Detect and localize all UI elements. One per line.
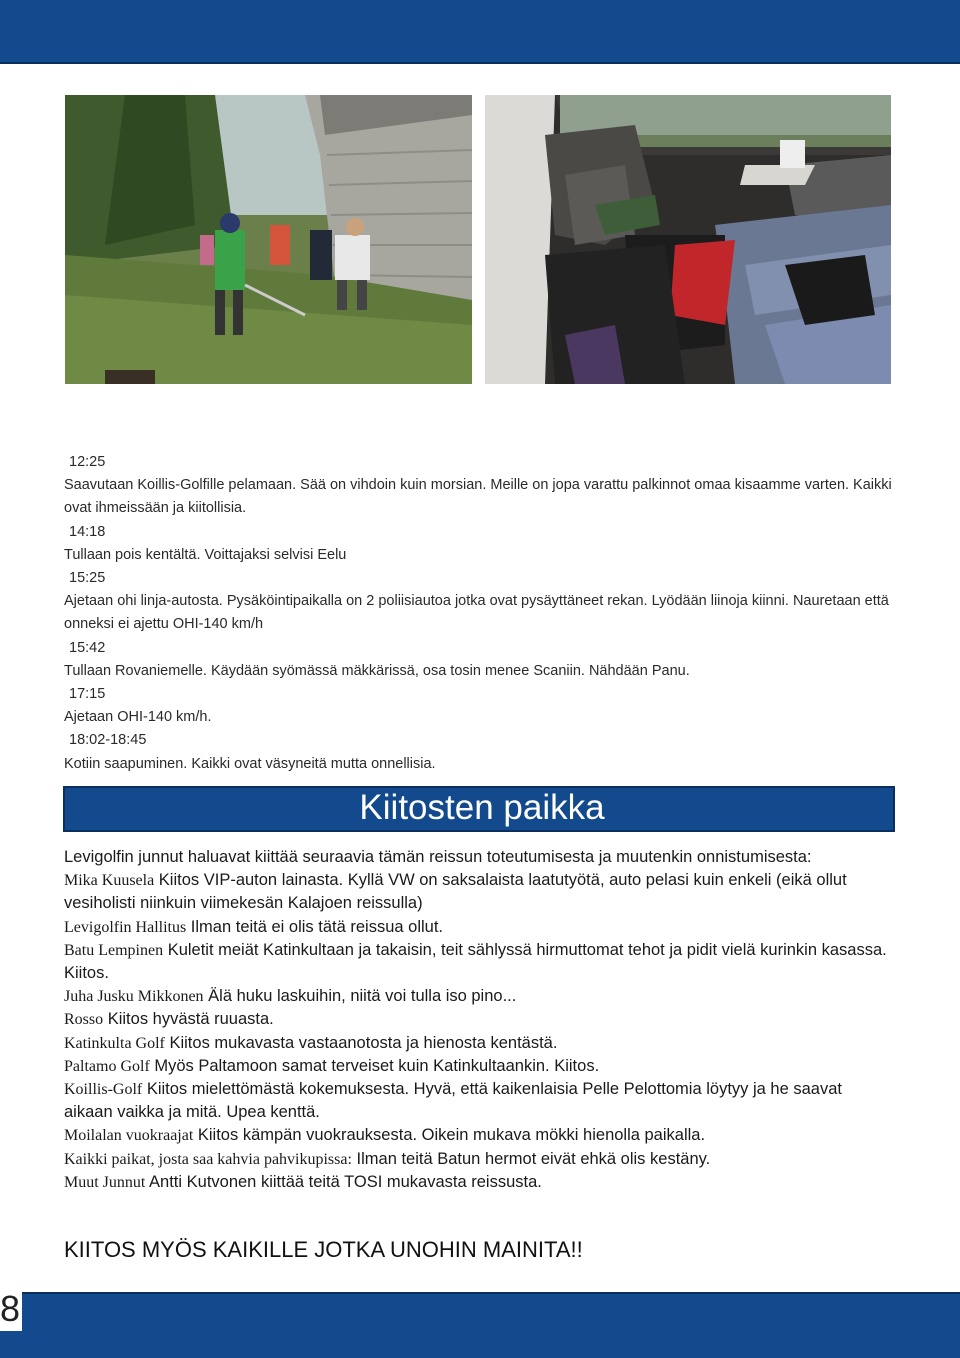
diary-entry: Tullaan pois kentältä. Voittajaksi selvisi Eelu (64, 546, 347, 563)
thanks-recipient: Koillis-Golf (64, 1081, 143, 1099)
thanks-item (64, 1148, 894, 1171)
thanks-text: Kiitos kämpän vuokrauksesta. Oikein mukava mökki hienolla paikalla. (197, 1126, 706, 1145)
diary-entry: Kotiin saapuminen. Kaikki ovat väsyneitä mutta onnellisia. (64, 755, 436, 772)
thanks-list (64, 846, 894, 1194)
thanks-item (64, 1008, 894, 1031)
thanks-text: Kiitos hyvästä ruuasta. (107, 1010, 274, 1029)
page-number: 8 (0, 1288, 21, 1329)
thanks-item (64, 1055, 894, 1078)
thanks-text: Myös Paltamoon samat terveiset kuin Katinkultaankin. Kiitos. (154, 1056, 600, 1075)
diary-time: 15:42 (69, 639, 106, 656)
section-title-banner (63, 786, 895, 832)
thanks-item (64, 869, 894, 915)
thanks-item (64, 1124, 894, 1147)
diary-entry: Ajetaan OHI-140 km/h. (64, 709, 212, 726)
thanks-recipient: Batu Lempinen (64, 941, 164, 959)
diary-time: 12:25 (69, 454, 106, 470)
thanks-item (64, 939, 894, 985)
diary-time: 18:02-18:45 (69, 732, 147, 749)
thanks-recipient: Levigolfin Hallitus (64, 918, 187, 936)
thanks-text: Kiitos VIP-auton lainasta. Kyllä VW on saksalaista laatutyötä, auto pelasi kuin enkeli (eikä ollut vesiholisti niinkuin viimekesän Kalajoen reissulla) (64, 871, 847, 913)
diary-entry: Ajetaan ohi linja-autosta. Pysäköintipaikalla on 2 poliisiautoa jotka ovat pysäyttäneet rekan. Lyödään liinoja kiinni. Nauretaan että onneksi ei ajettu OHI-140 km/h (64, 593, 889, 633)
diary-time: 14:18 (69, 523, 106, 540)
thanks-text: Älä huku laskuihin, niitä voi tulla iso pino... (208, 987, 517, 1006)
thanks-text: Kuletit meiät Katinkultaan ja takaisin, teit sählyssä hirmuttomat tehot ja pidit vielä kurinkin kasassa. Kiitos. (64, 940, 887, 983)
closing-line: KIITOS MYÖS KAIKILLE JOTKA UNOHIN MAINITA!! (64, 1237, 583, 1262)
diary-time: 17:15 (69, 686, 106, 703)
bottom-footer-band (0, 1292, 960, 1358)
thanks-recipient: Juha Jusku Mikkonen (64, 988, 204, 1006)
thanks-text: Antti Kutvonen kiittää teitä TOSI mukavasta reissusta. (149, 1172, 542, 1191)
thanks-recipient: Paltamo Golf (64, 1057, 150, 1075)
photo-kids-playing-golf (65, 95, 472, 384)
section-title: Kiitosten paikka (359, 788, 605, 827)
thanks-item (64, 1078, 894, 1124)
thanks-recipient: Moilalan vuokraajat (64, 1127, 194, 1145)
diary-entry: Tullaan Rovaniemelle. Käydään syömässä mäkkärissä, osa tosin menee Scaniin. Nähdään Panu. (64, 662, 690, 679)
thanks-intro: Levigolfin junnut haluavat kiittää seuraavia tämän reissun toteutumisesta ja muutenkin onnistumisesta: (64, 848, 812, 866)
thanks-text: Ilman teitä Batun hermot eivät ehkä olis kestäny. (356, 1149, 711, 1168)
thanks-item (64, 985, 894, 1008)
thanks-text: Ilman teitä ei olis tätä reissua ollut. (190, 917, 444, 936)
thanks-item (64, 1171, 894, 1194)
thanks-recipient: Rosso (64, 1011, 104, 1029)
diary-entry: Saavutaan Koillis-Golfille pelamaan. Sää on vihdoin kuin morsian. Meille on jopa varattu palkinnot omaa kisaamme varten. Kaikki ovat ihmeissään ja kiitollisia. (64, 477, 892, 517)
thanks-recipient: Muut Junnut (64, 1173, 146, 1191)
thanks-recipient: Kaikki paikat, josta saa kahvia pahvikupissa: (64, 1150, 352, 1168)
thanks-item (64, 916, 894, 939)
thanks-text: Kiitos mukavasta vastaanotosta ja hienosta kentästä. (169, 1033, 558, 1052)
trip-diary (64, 451, 904, 776)
thanks-text: Kiitos mielettömästä kokemuksesta. Hyvä, että kaikenlaisia Pelle Pelottomia löytyy ja he saavat aikaan vaikka ja mitä. Upea kenttä. (64, 1080, 842, 1122)
photo-van-interior-with-bags (485, 95, 891, 384)
thanks-recipient: Mika Kuusela (64, 872, 155, 890)
diary-time: 15:25 (69, 570, 106, 587)
top-header-band (0, 0, 960, 64)
thanks-recipient: Katinkulta Golf (64, 1034, 165, 1052)
thanks-item (64, 1032, 894, 1055)
